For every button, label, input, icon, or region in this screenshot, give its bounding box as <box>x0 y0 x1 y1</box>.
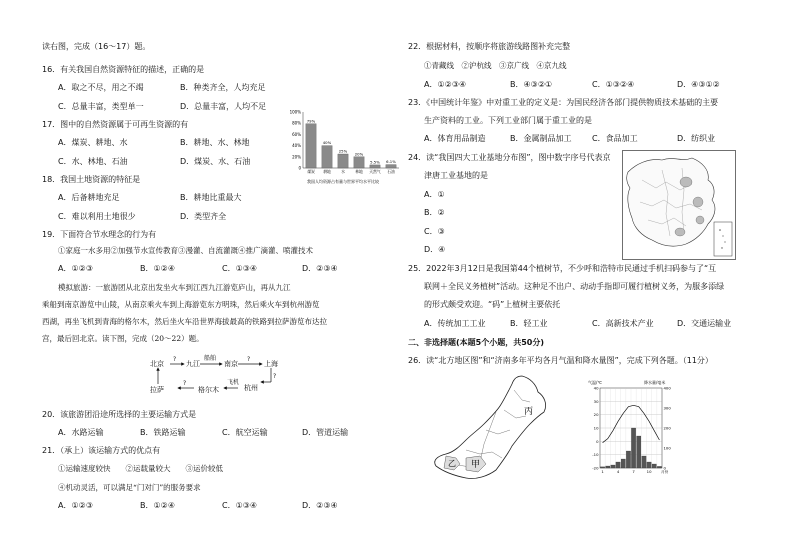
climate-right-tick: 0 <box>663 465 666 471</box>
precip-bar-10 <box>647 462 651 468</box>
route-beijing: 北京 <box>150 360 164 368</box>
q17-option-a[interactable]: A．煤炭、耕地、水 <box>58 138 128 147</box>
q20-stem: 20．该旅游团沿途所选择的主要运输方式是 <box>42 410 197 419</box>
q26-stem: 26．读“北方地区图”和“济南多年平均各月气温和降水量图”，完成下列各题。（11分） <box>408 356 713 365</box>
climate-x-tick: 4 <box>616 469 620 474</box>
q25-option-a[interactable]: A．传统加工工业 <box>424 319 486 328</box>
q22-items: ①青藏线 ②沪杭线 ③京广线 ④京九线 <box>424 61 567 70</box>
res-y-tick-label: 0 <box>298 165 301 171</box>
climate-left-tick: 30 <box>593 398 599 404</box>
q22-option-a[interactable]: A．①②③④ <box>424 80 467 89</box>
q24-stem-2: 津唐工业基地的是 <box>424 171 488 180</box>
res-category-label: 天然气 <box>369 169 381 174</box>
res-value-label: 79% <box>306 118 316 124</box>
q22-option-d[interactable]: D．④③①② <box>677 80 720 89</box>
q24-option-b[interactable]: B．② <box>424 208 445 217</box>
climate-x-axis-title: 月份 <box>661 470 669 474</box>
precip-bar-11 <box>652 464 656 468</box>
passage-line-3: 西湖，再坐飞机到青海的格尔木，然后坐火车沿世界海拔最高的铁路到拉萨游览布达拉 <box>42 317 327 326</box>
precip-bar-1 <box>600 467 604 468</box>
res-category-label: 水 <box>341 169 345 174</box>
q24-option-c[interactable]: C．③ <box>424 227 445 236</box>
q23-option-b[interactable]: B．金属制品加工 <box>510 134 572 143</box>
q23-option-c[interactable]: C．食品加工 <box>592 134 638 143</box>
route-q3: ? <box>273 373 277 380</box>
q25-option-c[interactable]: C．高新技术产业 <box>592 319 654 328</box>
q23-stem-1: 23．《中国统计年鉴》中对重工业的定义是：为国民经济各部门提供物质技术基础的主要 <box>408 98 719 107</box>
climate-x-tick: 10 <box>646 469 652 474</box>
q20-option-b[interactable]: B．铁路运输 <box>140 428 186 437</box>
north-region-map <box>426 372 566 488</box>
q19-option-b[interactable]: B．①②④ <box>140 264 176 273</box>
q16-option-c[interactable]: C．总量丰富，类型单一 <box>58 102 144 111</box>
res-y-tick-label: 80% <box>292 120 301 126</box>
q16-option-d[interactable]: D．总量丰富，人均不足 <box>180 102 267 111</box>
route-geermu: 格尔木 <box>198 386 219 394</box>
res-value-label: 25% <box>338 148 348 154</box>
res-category-label: 煤炭 <box>307 169 315 174</box>
climate-right-tick: 300 <box>663 405 671 411</box>
q21-items-1: ①运输速度较快 ②运载量较大 ③运价较低 <box>58 464 223 473</box>
q23-stem-2: 生产资料的工业。下列工业部门属于重工业的是 <box>424 116 592 125</box>
q18-stem: 18．我国土地资源的特征是 <box>42 175 141 184</box>
res-bar-2 <box>338 154 348 168</box>
climate-left-tick: 0 <box>596 438 599 444</box>
q20-option-a[interactable]: A．水路运输 <box>58 428 104 437</box>
q20-option-c[interactable]: C．航空运输 <box>222 428 268 437</box>
q25-stem-3: 的形式颇受欢迎。“码”上植树主要依托 <box>424 300 561 309</box>
q24-option-a[interactable]: A．① <box>424 190 445 199</box>
res-bar-4 <box>370 165 380 168</box>
map-label-yi: 乙 <box>448 459 456 468</box>
precip-bar-2 <box>606 466 610 468</box>
q22-stem: 22．根据材料，按顺序将旅游线路图补充完整 <box>408 42 571 51</box>
q25-option-b[interactable]: B．轻工业 <box>510 319 548 328</box>
industrial-bases-map <box>622 150 736 260</box>
route-shanghai: 上海 <box>264 360 278 368</box>
map-label-jia: 甲 <box>471 460 481 470</box>
res-category-label: 林地 <box>355 169 363 174</box>
passage-line-1: 模拟旅游：一旅游团从北京出发坐火车到江西九江游览庐山，再从九江 <box>58 283 291 292</box>
climate-x-tick: 7 <box>632 469 635 474</box>
q19-items: ①家庭一水多用②加强节水宣传教育③漫灌、自流灌溉④推广滴灌、喷灌技术 <box>58 246 313 255</box>
q21-option-d[interactable]: D．②③④ <box>302 501 338 510</box>
q22-option-b[interactable]: B．④③②① <box>510 80 553 89</box>
q18-option-d[interactable]: D．类型齐全 <box>180 212 227 221</box>
precip-bar-5 <box>621 459 625 468</box>
q17-option-c[interactable]: C．水、林地、石油 <box>58 157 128 166</box>
section-2-heading: 二、非选择题(本题5个小题，共50分) <box>408 338 545 347</box>
res-value-label: 6.1% <box>386 159 396 165</box>
q17-stem: 17．图中的自然资源属于可再生资源的有 <box>42 120 189 129</box>
route-ship: 船舶 <box>204 355 217 362</box>
precip-bar-7 <box>631 428 635 468</box>
climate-x-tick: 1 <box>601 469 604 474</box>
climate-right-tick: 400 <box>663 385 671 391</box>
climate-left-tick: -10 <box>592 452 599 458</box>
climate-right-tick: 100 <box>663 445 671 451</box>
q21-stem: 21．（承上）该运输方式的优点有 <box>42 446 161 455</box>
q21-option-a[interactable]: A．①②③ <box>58 501 93 510</box>
intro-tail: 读右图，完成（16～17）题。 <box>42 42 151 51</box>
q18-option-a[interactable]: A．后备耕地充足 <box>58 193 120 202</box>
res-bar-1 <box>322 146 332 168</box>
res-value-label: 40% <box>322 140 332 146</box>
q20-option-d[interactable]: D．管道运输 <box>302 428 349 437</box>
q16-stem: 16．有关我国自然资源特征的描述，正确的是 <box>42 65 205 74</box>
precip-bar-6 <box>626 451 630 468</box>
climate-left-axis-title: 气温/℃ <box>588 380 602 385</box>
res-bar-0 <box>306 124 316 168</box>
precip-bar-9 <box>642 456 646 468</box>
q21-option-c[interactable]: C．①③④ <box>222 501 258 510</box>
q21-items-2: ④机动灵活，可以满足“门对门”的服务要求 <box>58 483 201 492</box>
res-bar-5 <box>386 165 396 168</box>
climate-left-tick: 20 <box>593 412 599 418</box>
q16-option-a[interactable]: A．取之不尽，用之不竭 <box>58 83 144 92</box>
q22-option-c[interactable]: C．①③②④ <box>592 80 635 89</box>
route-hangzhou: 杭州 <box>244 384 258 392</box>
q18-option-c[interactable]: C．难以利用土地很少 <box>58 212 136 221</box>
q19-option-a[interactable]: A．①②③ <box>58 264 93 273</box>
res-y-tick-label: 20% <box>292 154 301 160</box>
q19-option-d[interactable]: D．②③④ <box>302 264 338 273</box>
q25-stem-2: 联网＋全民义务植树”活动。这种足不出户、动动手指即可履行植树义务，为服多添绿 <box>424 282 725 291</box>
route-jiujiang: 九江 <box>186 360 200 368</box>
route-q2: ? <box>247 356 251 363</box>
res-bar-3 <box>354 157 364 168</box>
q24-stem-1: 24．读“我国四大工业基地分布图”，图中数字序号代表京 <box>408 153 611 162</box>
precip-bar-12 <box>657 466 661 468</box>
res-y-tick-label: 100% <box>289 109 301 115</box>
climate-right-tick: 200 <box>663 425 671 431</box>
resource-chart-title: 我国人均资源占有量与世界平均水平比较 <box>307 179 379 184</box>
climate-right-axis-title: 降水量/毫米 <box>644 380 666 385</box>
travel-route-diagram <box>150 352 300 398</box>
q21-option-b[interactable]: B．①②④ <box>140 501 176 510</box>
q25-option-d[interactable]: D．交通运输业 <box>677 319 732 328</box>
route-q1: ? <box>173 356 177 363</box>
q23-option-a[interactable]: A．体育用品制造 <box>424 134 486 143</box>
q23-option-d[interactable]: D．纺织业 <box>677 134 716 143</box>
res-category-label: 石油 <box>387 169 395 174</box>
climate-left-tick: 10 <box>593 425 599 431</box>
q24-option-d[interactable]: D．④ <box>424 245 446 254</box>
route-lasa: 拉萨 <box>150 386 164 394</box>
route-q4: ? <box>183 380 187 387</box>
climate-left-tick: 40 <box>593 385 599 391</box>
map-label-bing: 丙 <box>524 407 534 417</box>
climate-left-tick: -20 <box>592 465 599 471</box>
q25-stem-1: 25．2022年3月12日是我国第44个植树节，不少呼和浩特市民通过手机扫码参与了“互 <box>408 264 717 273</box>
q19-stem: 19．下面符合节水理念的行为有 <box>42 230 157 239</box>
precip-bar-8 <box>637 436 641 468</box>
passage-line-4: 宫，最后回北京。读下图，完成（20～22）题。 <box>42 334 204 343</box>
res-value-label: 20% <box>354 151 364 157</box>
res-category-label: 耕地 <box>323 169 331 174</box>
jinan-climate-chart <box>586 378 678 482</box>
q19-option-c[interactable]: C．①③④ <box>222 264 258 273</box>
precip-bar-4 <box>616 462 620 468</box>
q16-option-b[interactable]: B．种类齐全，人均充足 <box>180 83 266 92</box>
q17-option-b[interactable]: B．耕地、水、林地 <box>180 138 250 147</box>
res-value-label: 5.5% <box>370 159 380 165</box>
resource-bar-chart <box>283 106 403 186</box>
route-plane: 飞机 <box>227 379 240 386</box>
q17-option-d[interactable]: D．煤炭、水、石油 <box>180 157 251 166</box>
q18-option-b[interactable]: B．耕地比重最大 <box>180 193 242 202</box>
route-nanjing: 南京 <box>224 360 238 368</box>
precip-bar-3 <box>611 465 615 468</box>
res-y-tick-label: 60% <box>292 131 301 137</box>
passage-line-2: 乘船到南京游览中山陵，从南京乘火车到上海游览东方明珠，然后乘火车到杭州游览 <box>42 300 320 309</box>
res-y-tick-label: 40% <box>292 143 301 149</box>
